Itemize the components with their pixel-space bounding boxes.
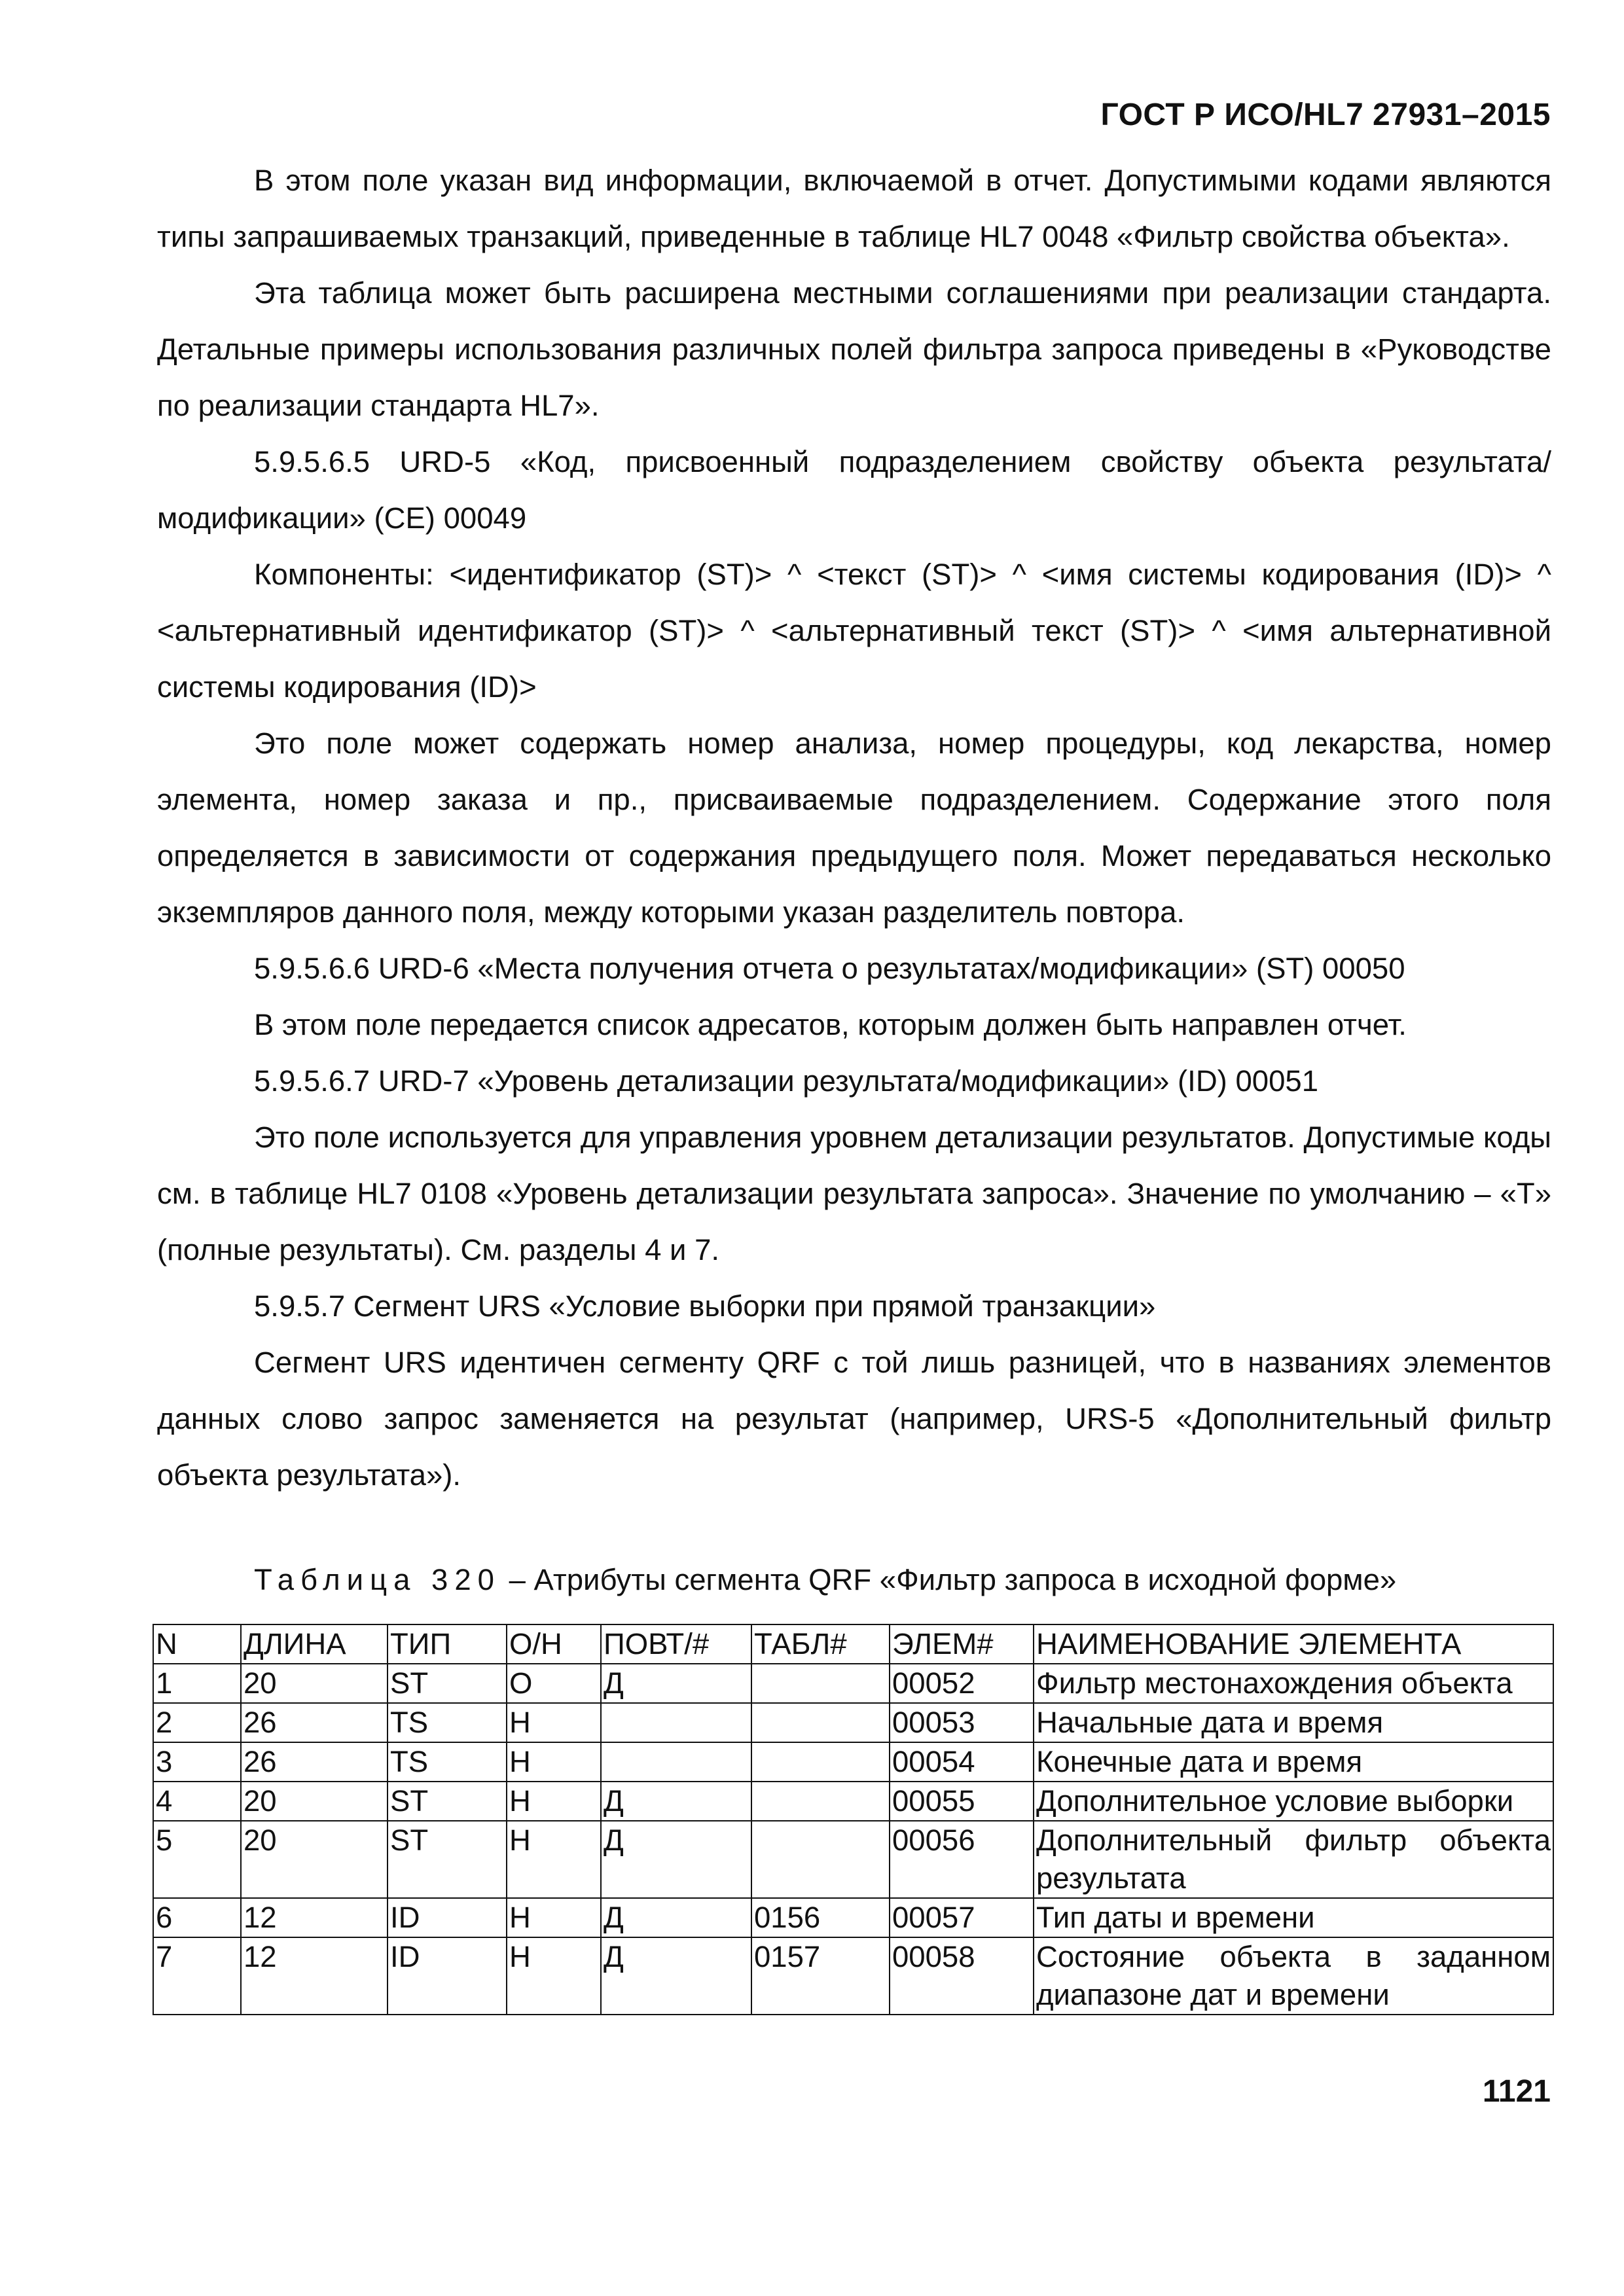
- table-cell: [751, 1664, 890, 1703]
- table-caption-label: Таблица 320: [254, 1563, 501, 1596]
- table-row: [153, 1664, 1553, 1703]
- table-cell: ID: [388, 1898, 507, 1937]
- table-cell: [751, 1742, 890, 1782]
- paragraph: В этом поле передается список адресатов, которым должен быть направлен отчет.: [254, 1008, 1407, 1041]
- table-cell: Начальные дата и время: [1034, 1703, 1553, 1742]
- table-cell: 00058: [890, 1937, 1034, 2015]
- table-cell: ST: [388, 1664, 507, 1703]
- section-heading: 5.9.5.6.5 URD-5 «Код, присвоенный подразделением свойству объекта результата/модификации» (CE) 00049: [157, 445, 1551, 535]
- table-cell: 6: [153, 1898, 241, 1937]
- table-cell: 0157: [751, 1937, 890, 2015]
- table-cell: Фильтр местонахождения объекта: [1034, 1664, 1553, 1703]
- table-cell: 20: [241, 1821, 388, 1898]
- table-cell: О: [507, 1664, 601, 1703]
- column-header: О/Н: [507, 1624, 601, 1664]
- table-cell: [601, 1742, 751, 1782]
- table-cell: Д: [601, 1937, 751, 2015]
- table-caption: [254, 1563, 1396, 1597]
- table-cell: [751, 1821, 890, 1898]
- table-cell: Н: [507, 1898, 601, 1937]
- page-number: 1121: [1482, 2074, 1551, 2109]
- paragraph: Сегмент URS идентичен сегменту QRF с той лишь разницей, что в названиях элементов данных слово запрос заменяется на результат (например, URS-5 «Дополнительный фильтр объекта результата»).: [157, 1346, 1551, 1492]
- table-cell: Д: [601, 1664, 751, 1703]
- attributes-table: [153, 1624, 1554, 2015]
- table-cell: 00055: [890, 1782, 1034, 1821]
- table-caption-text: – Атрибуты сегмента QRF «Фильтр запроса в исходной форме»: [500, 1563, 1397, 1596]
- section-heading: 5.9.5.6.6 URD-6 «Места получения отчета о результатах/модификации» (ST) 00050: [254, 952, 1405, 985]
- table-cell: 26: [241, 1742, 388, 1782]
- table-cell: 2: [153, 1703, 241, 1742]
- table-cell: 5: [153, 1821, 241, 1898]
- table-cell: [751, 1703, 890, 1742]
- paragraph: В этом поле указан вид информации, включаемой в отчет. Допустимыми кодами являются типы запрашиваемых транзакций, приведенные в таблице HL7 0048 «Фильтр свойства объекта».: [157, 164, 1551, 253]
- table-cell: ST: [388, 1821, 507, 1898]
- table-cell: TS: [388, 1703, 507, 1742]
- table-cell: 0156: [751, 1898, 890, 1937]
- table-cell: Н: [507, 1782, 601, 1821]
- table-cell: Н: [507, 1742, 601, 1782]
- table-cell: Дополнительный фильтр объекта результата: [1034, 1821, 1553, 1898]
- column-header: ДЛИНА: [241, 1624, 388, 1664]
- table-cell: 7: [153, 1937, 241, 2015]
- section-heading: 5.9.5.6.7 URD-7 «Уровень детализации результата/модификации» (ID) 00051: [254, 1064, 1319, 1098]
- table-cell: Д: [601, 1898, 751, 1937]
- table-cell: ST: [388, 1782, 507, 1821]
- table-cell: 00053: [890, 1703, 1034, 1742]
- table-cell: Состояние объекта в заданном диапазоне дат и времени: [1034, 1937, 1553, 2015]
- table-cell: Дополнительное условие выборки: [1034, 1782, 1553, 1821]
- document-header: ГОСТ Р ИСО/HL7 27931–2015: [1100, 98, 1551, 132]
- table-row: [153, 1742, 1553, 1782]
- table-cell: [751, 1782, 890, 1821]
- table-cell: TS: [388, 1742, 507, 1782]
- column-header: НАИМЕНОВАНИЕ ЭЛЕМЕНТА: [1034, 1624, 1553, 1664]
- column-header: N: [153, 1624, 241, 1664]
- table-cell: 12: [241, 1898, 388, 1937]
- table-cell: 26: [241, 1703, 388, 1742]
- table-cell: 20: [241, 1664, 388, 1703]
- table-cell: 20: [241, 1782, 388, 1821]
- table-cell: 3: [153, 1742, 241, 1782]
- column-header: ТАБЛ#: [751, 1624, 890, 1664]
- table-cell: Н: [507, 1821, 601, 1898]
- table-cell: Тип даты и времени: [1034, 1898, 1553, 1937]
- table-cell: Конечные дата и время: [1034, 1742, 1553, 1782]
- table-cell: 4: [153, 1782, 241, 1821]
- table-row: [153, 1782, 1553, 1821]
- table-cell: 00056: [890, 1821, 1034, 1898]
- column-header: ТИП: [388, 1624, 507, 1664]
- table-row: [153, 1703, 1553, 1742]
- table-cell: Д: [601, 1821, 751, 1898]
- body-text: [157, 152, 1551, 1503]
- table-row: [153, 1821, 1553, 1898]
- table-cell: 00052: [890, 1664, 1034, 1703]
- paragraph: Это поле может содержать номер анализа, номер процедуры, код лекарства, номер элемента, номер заказа и пр., присваиваемые подразделением. Содержание этого поля определяется в зависимости от содержания предыдущего поля. Может передаваться несколько экземпляров данного поля, между которыми указан разделитель повтора.: [157, 726, 1551, 929]
- table-cell: Н: [507, 1703, 601, 1742]
- table-cell: Н: [507, 1937, 601, 2015]
- table-cell: 00057: [890, 1898, 1034, 1937]
- table-cell: 12: [241, 1937, 388, 2015]
- table-cell: [601, 1703, 751, 1742]
- paragraph: Эта таблица может быть расширена местными соглашениями при реализации стандарта. Детальные примеры использования различных полей фильтра запроса приведены в «Руководстве по реализации стандарта HL7».: [157, 276, 1551, 422]
- table-cell: ID: [388, 1937, 507, 2015]
- paragraph: Это поле используется для управления уровнем детализации результатов. Допустимые коды см. в таблице HL7 0108 «Уровень детализации результата запроса». Значение по умолчанию – «T» (полные результаты). См. разделы 4 и 7.: [157, 1121, 1551, 1266]
- table-header-row: [153, 1624, 1553, 1664]
- table-cell: Д: [601, 1782, 751, 1821]
- table-row: [153, 1937, 1553, 2015]
- table-row: [153, 1898, 1553, 1937]
- column-header: ПОВТ/#: [601, 1624, 751, 1664]
- paragraph: Компоненты: <идентификатор (ST)> ^ <текст (ST)> ^ <имя системы кодирования (ID)> ^ <альтернативный идентификатор (ST)> ^ <альтернативный текст (ST)> ^ <имя альтернативной системы кодирования (ID)>: [157, 558, 1551, 704]
- section-heading: 5.9.5.7 Сегмент URS «Условие выборки при прямой транзакции»: [254, 1289, 1156, 1323]
- table-cell: 00054: [890, 1742, 1034, 1782]
- table-cell: 1: [153, 1664, 241, 1703]
- column-header: ЭЛЕМ#: [890, 1624, 1034, 1664]
